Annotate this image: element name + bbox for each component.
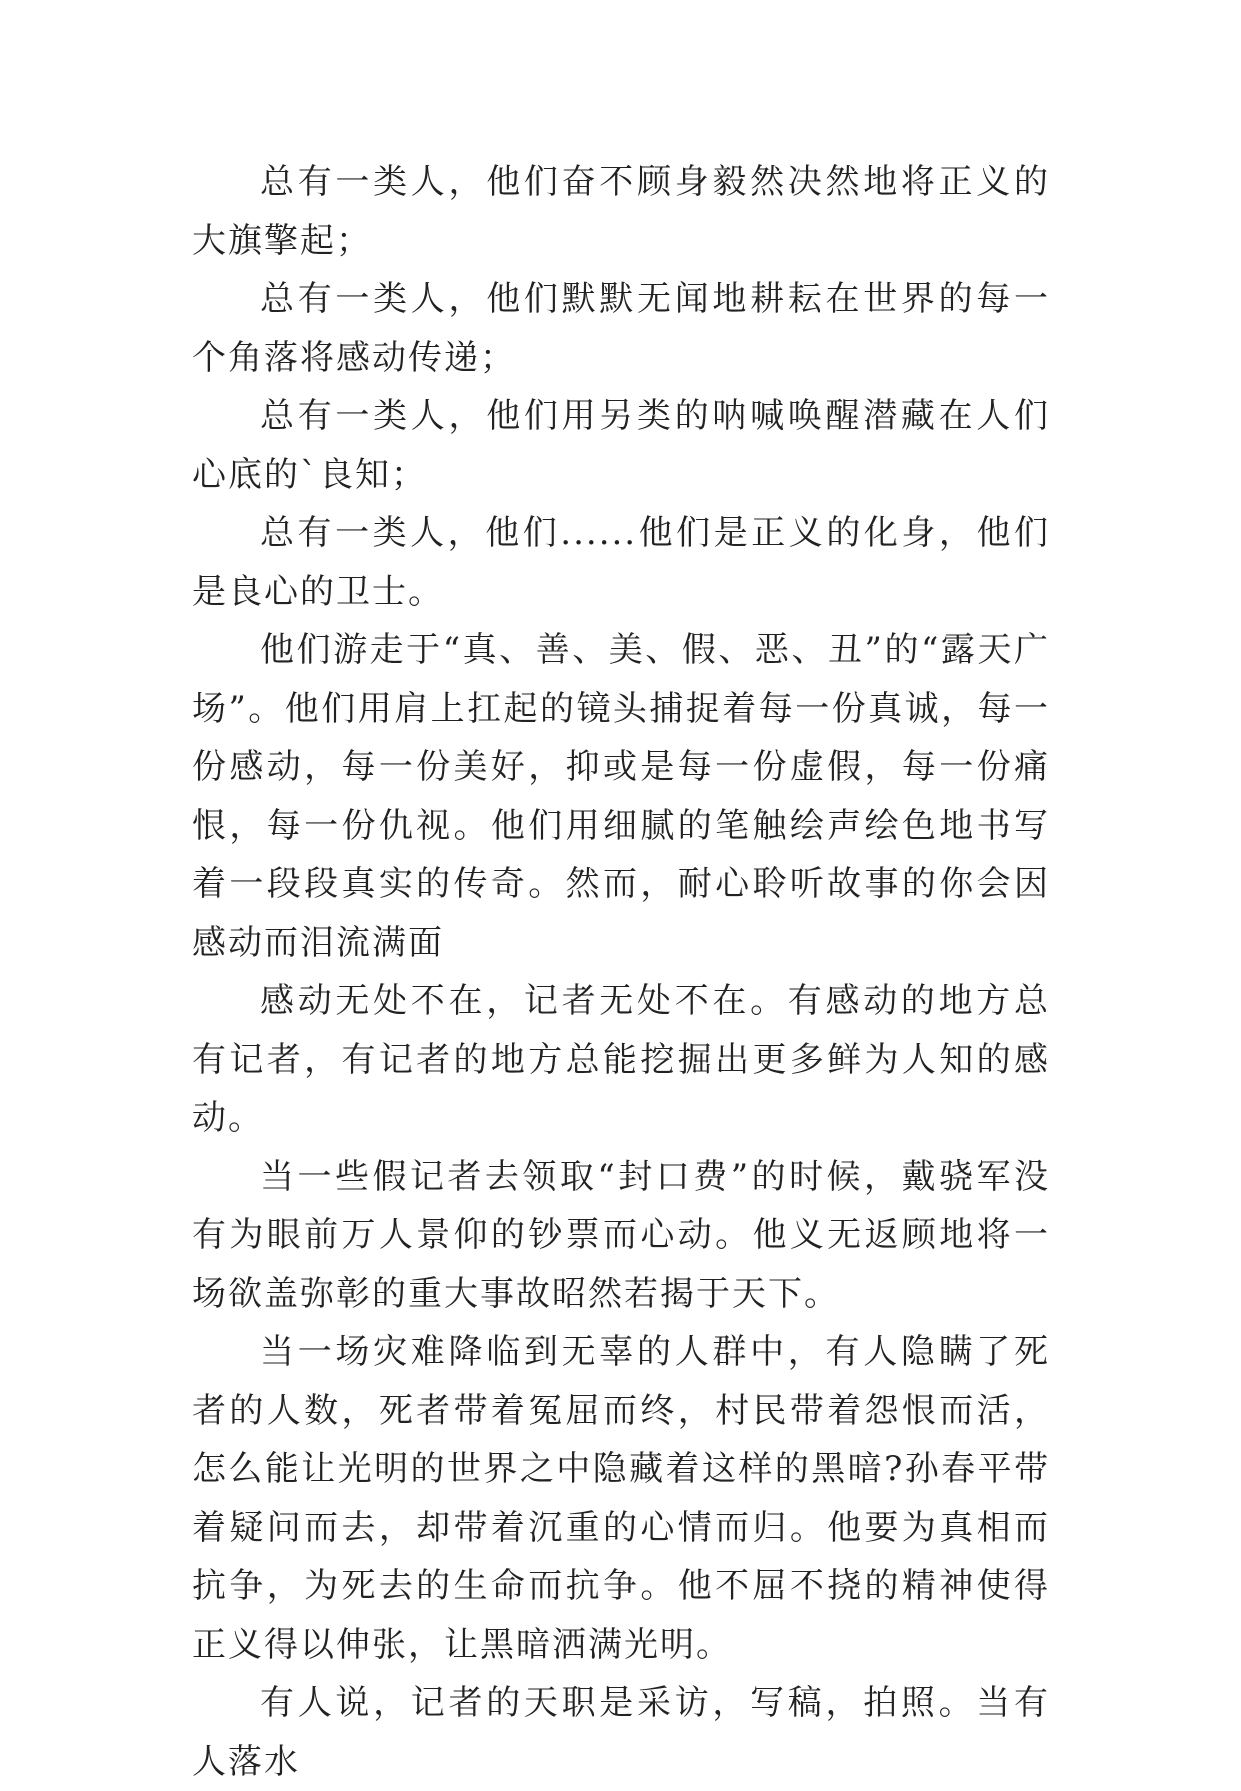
paragraph: 有人说，记者的天职是采访，写稿，拍照。当有人落水 xyxy=(192,1683,1050,1782)
paragraph: 他们游走于“真、善、美、假、恶、丑”的“露天广场”。他们用肩上扛起的镜头捕捉着每一份真诚，每一份感动，每一份美好，抑或是每一份虚假，每一份痛恨，每一份仇视。他们用细腻的笔触绘声绘色地书写着一段段真实的传奇。然而，耐心聆听故事的你会因感动而泪流满面 xyxy=(192,630,1050,963)
paragraph: 总有一类人，他们用另类的呐喊唤醒潜藏在人们心底的`良知； xyxy=(192,396,1050,495)
paragraph: 当一场灾难降临到无辜的人群中，有人隐瞒了死者的人数，死者带着冤屈而终，村民带着怨恨而活，怎么能让光明的世界之中隐藏着这样的黑暗?孙春平带着疑问而去，却带着沉重的心情而归。他要为真相而抗争，为死去的生命而抗争。他不屈不挠的精神使得正义得以伸张，让黑暗洒满光明。 xyxy=(192,1332,1050,1665)
article-body xyxy=(192,153,1050,1791)
paragraph: 总有一类人，他们......他们是正义的化身，他们是良心的卫士。 xyxy=(192,513,1050,612)
paragraph: 感动无处不在，记者无处不在。有感动的地方总有记者，有记者的地方总能挖掘出更多鲜为人知的感动。 xyxy=(192,981,1050,1138)
paragraph: 总有一类人，他们奋不顾身毅然决然地将正义的大旗擎起； xyxy=(192,162,1050,261)
paragraph: 总有一类人，他们默默无闻地耕耘在世界的每一个角落将感动传递； xyxy=(192,279,1050,378)
paragraph: 当一些假记者去领取“封口费”的时候，戴骁军没有为眼前万人景仰的钞票而心动。他义无返顾地将一场欲盖弥彰的重大事故昭然若揭于天下。 xyxy=(192,1156,1050,1314)
